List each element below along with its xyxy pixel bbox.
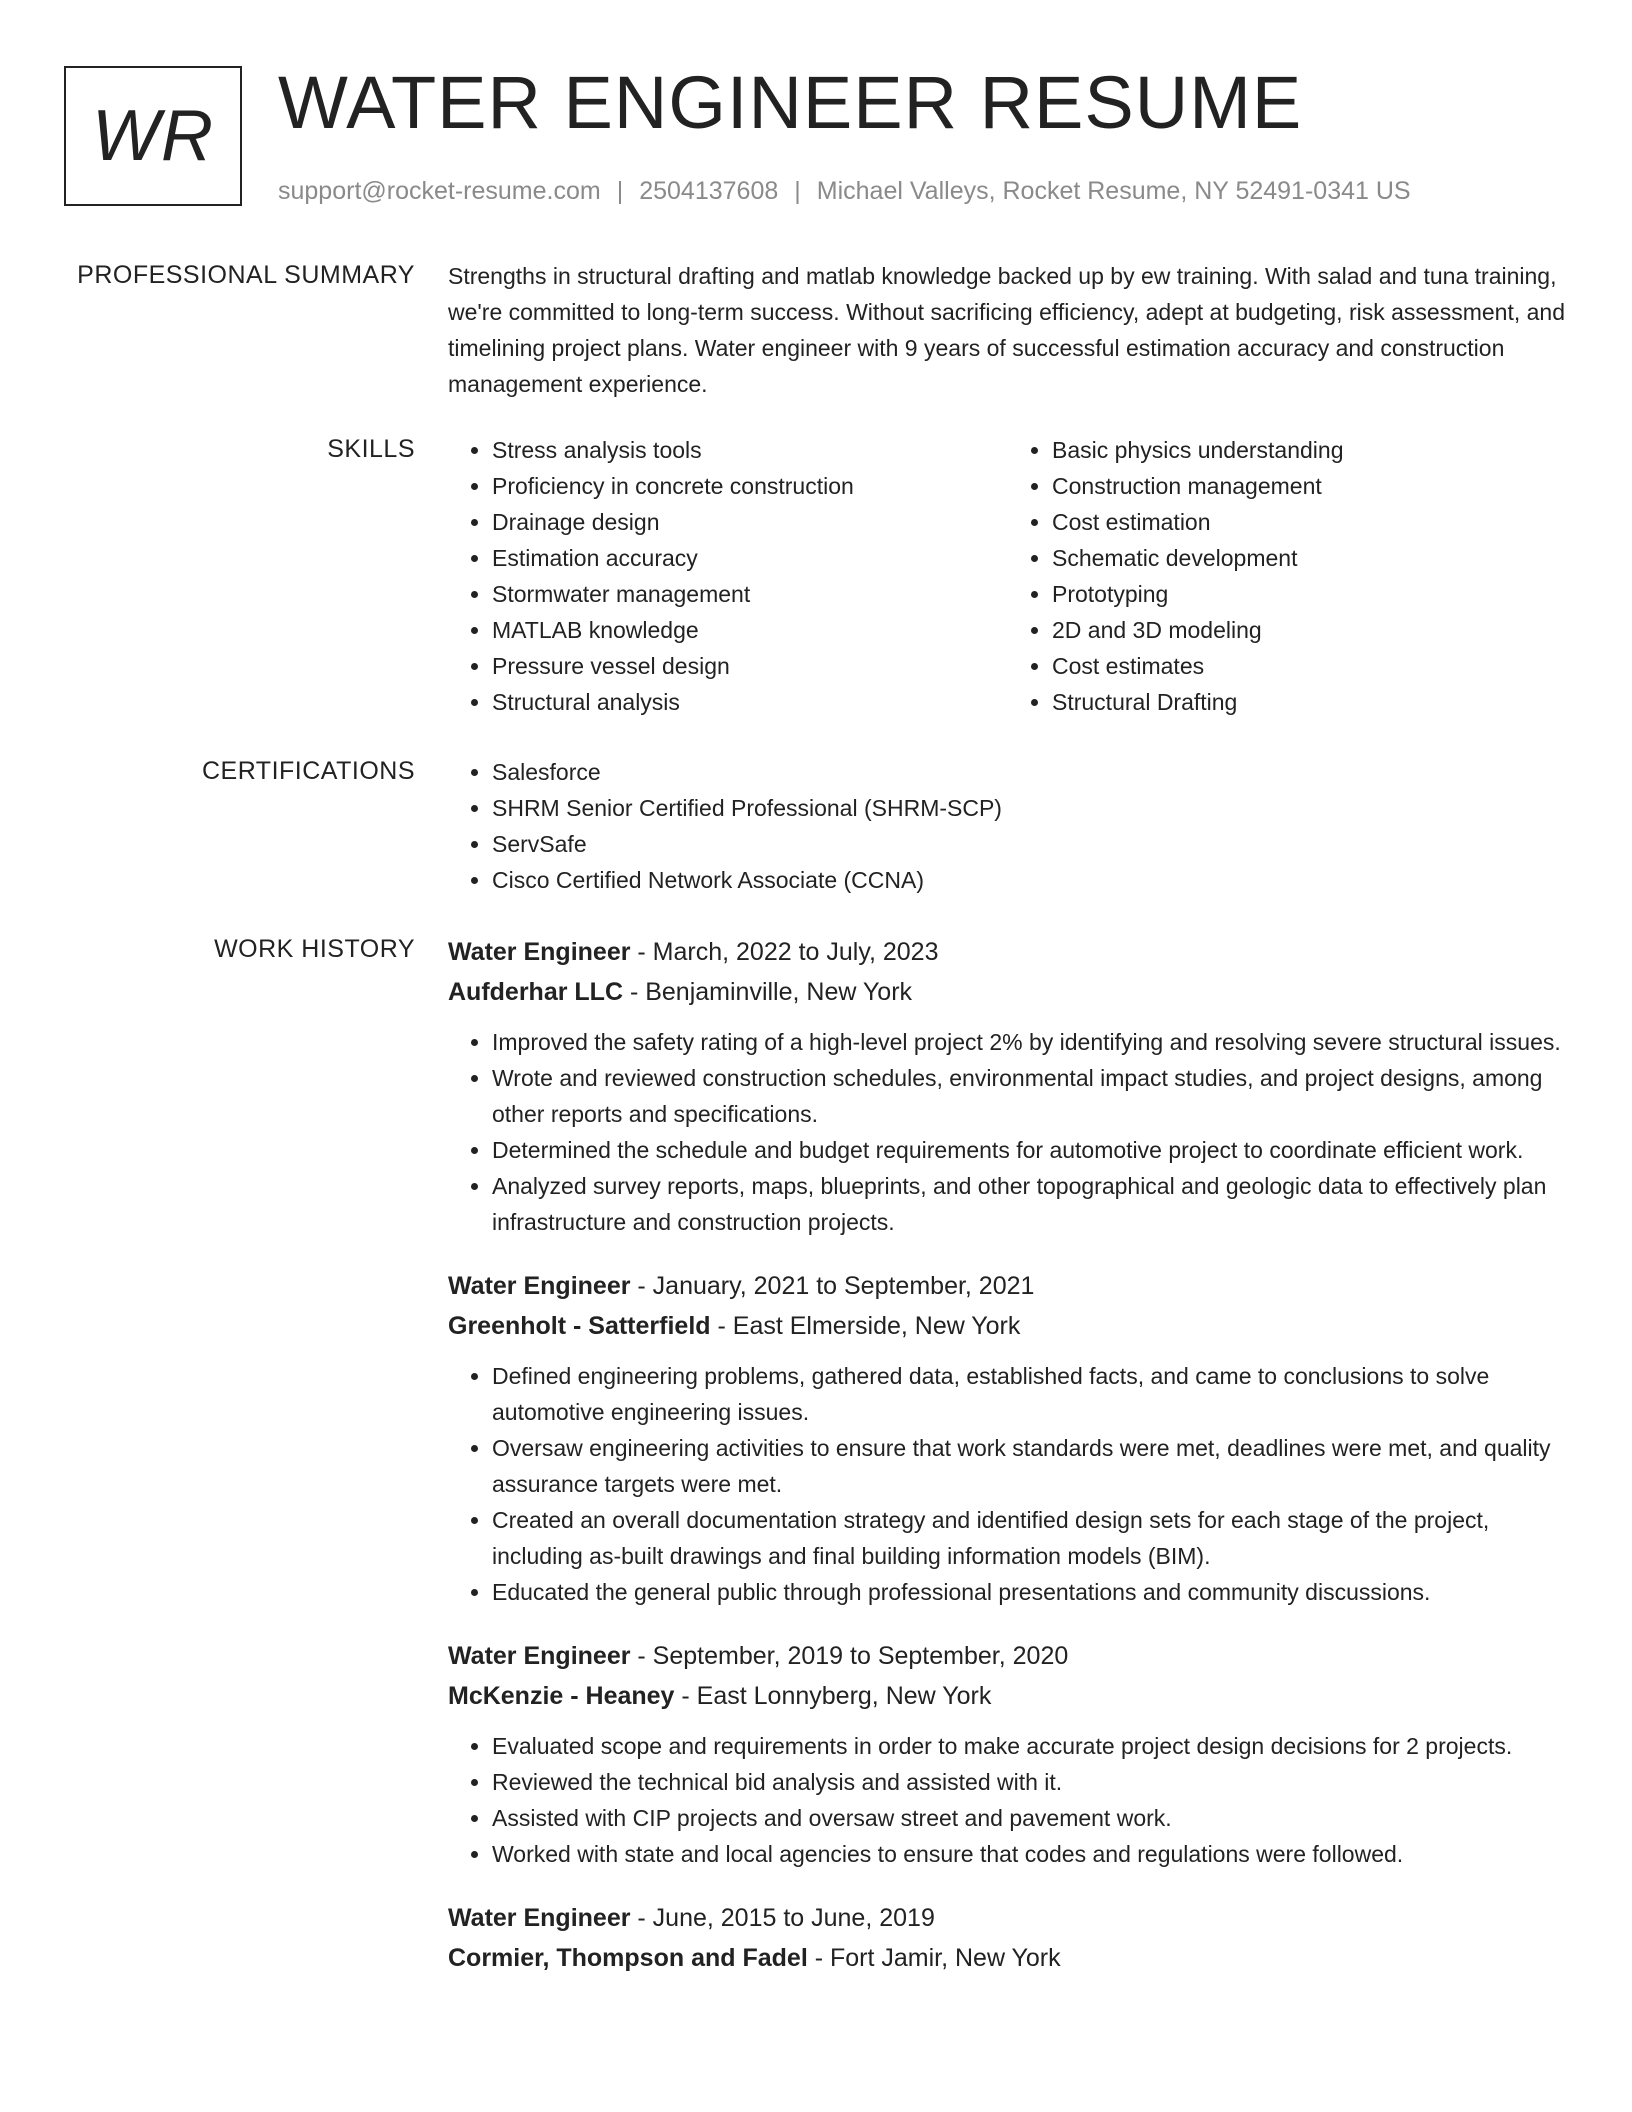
skill-item: • Basic physics understanding: [1052, 432, 1568, 468]
skill-item: • MATLAB knowledge: [492, 612, 1008, 648]
job-title-line: [448, 1266, 1568, 1306]
job-bullet: • Educated the general public through professional presentations and community discussions.: [492, 1574, 1568, 1610]
job-bullet: • Reviewed the technical bid analysis and assisted with it.: [492, 1764, 1568, 1800]
contact-separator: |: [616, 177, 624, 205]
skill-item: • Drainage design: [492, 504, 1008, 540]
skill-item: • Structural analysis: [492, 684, 1008, 720]
certifications-body: [448, 754, 1568, 898]
job-title-line: [448, 1636, 1568, 1676]
job-location: - East Elmerside, New York: [710, 1312, 1021, 1340]
job-bullet: • Determined the schedule and budget requirements for automotive project to coordinate efficient work.: [492, 1132, 1568, 1168]
job-dates: - June, 2015 to June, 2019: [630, 1904, 935, 1932]
job-dates: - September, 2019 to September, 2020: [630, 1642, 1069, 1670]
job-location: - East Lonnyberg, New York: [674, 1682, 992, 1710]
job-bullet: • Wrote and reviewed construction schedules, environmental impact studies, and project designs, among other reports and specifications.: [492, 1060, 1568, 1132]
job-entry: [448, 1266, 1568, 1610]
certifications-label: CERTIFICATIONS: [201, 757, 415, 785]
job-company: McKenzie - Heaney: [448, 1682, 675, 1710]
job-company-line: [448, 1306, 1568, 1346]
skills-columns: [448, 432, 1568, 720]
job-bullet: • Assisted with CIP projects and oversaw street and pavement work.: [492, 1800, 1568, 1836]
skill-item: • Stormwater management: [492, 576, 1008, 612]
skill-item: • 2D and 3D modeling: [1052, 612, 1568, 648]
job-bullet: • Defined engineering problems, gathered data, established facts, and came to conclusions to solve automotive engineering issues.: [492, 1358, 1568, 1430]
job-bullet: • Worked with state and local agencies to ensure that codes and regulations were followed.: [492, 1836, 1568, 1872]
job-entry: [448, 1898, 1568, 1978]
summary-text: Strengths in structural drafting and matlab knowledge backed up by ew training. With salad and tuna training, we're committed to long-term success. Without sacrificing efficiency, adept at budgeting, risk assessment, and timelining project plans. Water engineer with 9 years of successful estimation accuracy and construction management experience.: [448, 263, 1565, 397]
work-history-label: WORK HISTORY: [214, 935, 415, 963]
job-bullet: • Evaluated scope and requirements in order to make accurate project design decisions for 2 projects.: [492, 1728, 1568, 1764]
contact-line: [278, 174, 1411, 208]
job-bullets: [448, 1358, 1568, 1610]
job-bullet: • Oversaw engineering activities to ensure that work standards were met, deadlines were met, and quality assurance targets were met.: [492, 1430, 1568, 1502]
certification-item: • ServSafe: [492, 826, 1568, 862]
job-bullet: • Analyzed survey reports, maps, blueprints, and other topographical and geologic data to effectively plan infrastructure and construction projects.: [492, 1168, 1568, 1240]
skill-item: • Structural Drafting: [1052, 684, 1568, 720]
certification-item: • Salesforce: [492, 754, 1568, 790]
job-bullet: • Created an overall documentation strategy and identified design sets for each stage of the project, including as-built drawings and final building information models (BIM).: [492, 1502, 1568, 1574]
contact-address: Michael Valleys, Rocket Resume, NY 52491-0341 US: [816, 177, 1411, 205]
contact-separator: |: [794, 177, 801, 205]
skill-item: • Construction management: [1052, 468, 1568, 504]
job-dates: - March, 2022 to July, 2023: [630, 938, 939, 966]
job-entry: [448, 1636, 1568, 1872]
summary-label: PROFESSIONAL SUMMARY: [77, 261, 415, 289]
contact-phone: 2504137608: [639, 177, 779, 205]
skills-list-right: [1008, 432, 1568, 720]
job-title: Water Engineer: [448, 1272, 631, 1300]
skill-item: • Schematic development: [1052, 540, 1568, 576]
skill-item: • Stress analysis tools: [492, 432, 1008, 468]
skill-item: • Proficiency in concrete construction: [492, 468, 1008, 504]
job-entry: [448, 932, 1568, 1240]
skill-item: • Pressure vessel design: [492, 648, 1008, 684]
job-location: - Benjaminville, New York: [623, 978, 913, 1006]
job-location: - Fort Jamir, New York: [807, 1944, 1061, 1972]
skills-label: SKILLS: [327, 435, 415, 463]
skills-list-left: [448, 432, 1008, 720]
job-company-line: [448, 1938, 1568, 1978]
certification-item: • Cisco Certified Network Associate (CCNA): [492, 862, 1568, 898]
skill-item: • Estimation accuracy: [492, 540, 1008, 576]
job-title-line: [448, 932, 1568, 972]
job-company-line: [448, 1676, 1568, 1716]
job-company: Greenholt - Satterfield: [448, 1312, 711, 1340]
job-bullets: [448, 1024, 1568, 1240]
certifications-list: [448, 754, 1568, 898]
job-dates: - January, 2021 to September, 2021: [630, 1272, 1035, 1300]
job-company: Cormier, Thompson and Fadel: [448, 1944, 808, 1972]
certification-item: • SHRM Senior Certified Professional (SHRM-SCP): [492, 790, 1568, 826]
job-title-line: [448, 1898, 1568, 1938]
job-title: Water Engineer: [448, 1904, 631, 1932]
resume-title: WATER ENGINEER RESUME: [278, 61, 1303, 144]
work-history-body: [448, 932, 1568, 2004]
job-title: Water Engineer: [448, 1642, 631, 1670]
job-company-line: [448, 972, 1568, 1012]
job-company: Aufderhar LLC: [448, 978, 623, 1006]
job-bullets: [448, 1728, 1568, 1872]
monogram-logo: WR: [64, 66, 242, 206]
job-bullet: • Improved the safety rating of a high-level project 2% by identifying and resolving severe structural issues.: [492, 1024, 1568, 1060]
skill-item: • Prototyping: [1052, 576, 1568, 612]
skill-item: • Cost estimates: [1052, 648, 1568, 684]
job-title: Water Engineer: [448, 938, 631, 966]
skill-item: • Cost estimation: [1052, 504, 1568, 540]
contact-email: support@rocket-resume.com: [278, 177, 601, 205]
